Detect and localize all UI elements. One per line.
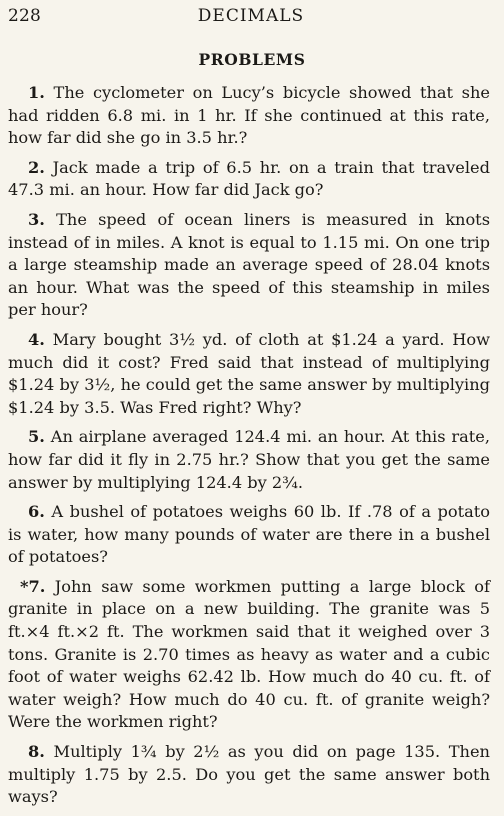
problem-text: John saw some workmen putting a large block of granite in place on a new building. The granite was 5 ft.×4 ft.×2 ft. The workmen said that it weighed over 3 tons. Granite is 2.70 times as heavy as water and a cubic foot of water weighs 62.42 lb. How much do 40 cu. ft. of water weigh? How much do 40 cu. ft. of granite weigh? Were the workmen right?	[8, 576, 490, 732]
problem-text: An airplane averaged 124.4 mi. an hour. At this rate, how far did it fly in 2.75 hr.? Show that you get the same answer by multiplying 124.4 by 2¾.	[8, 427, 490, 492]
page-header	[8, 6, 494, 28]
problem-number: 5.	[28, 427, 45, 447]
problem-number: 2.	[28, 157, 45, 177]
problem-text: A bushel of potatoes weighs 60 lb. If .78 of a potato is water, how many pounds of water are there in a bushel of potatoes?	[8, 502, 490, 567]
problem-8	[8, 741, 490, 809]
problem-number: 1.	[28, 83, 45, 102]
problem-number: 8.	[28, 742, 45, 762]
problem-number: 6.	[28, 502, 45, 522]
problem-7	[8, 576, 490, 734]
problem-text: Mary bought 3½ yd. of cloth at $1.24 a yard. How much did it cost? Fred said that instead of multiplying $1.24 by 3½, he could get the same answer by multiplying $1.24 by 3.5. Was Fred right? Why?	[8, 329, 490, 417]
problem-1	[8, 82, 490, 150]
problem-text: The cyclometer on Lucy’s bicycle showed that she had ridden 6.8 mi. in 1 hr. If she continued at this rate, how far did she go in 3.5 hr.?	[8, 83, 490, 148]
problem-number: *7.	[20, 576, 46, 596]
running-head: DECIMALS	[197, 6, 305, 26]
problem-list	[8, 82, 490, 816]
page-number: 228	[8, 6, 42, 26]
problem-text: Multiply 1¾ by 2½ as you did on page 135. Then multiply 1.75 by 2.5. Do you get the same answer both ways?	[8, 742, 490, 807]
problem-6	[8, 501, 490, 569]
problem-4	[8, 329, 490, 419]
section-title: PROBLEMS	[198, 50, 306, 69]
problem-number: 4.	[28, 329, 45, 349]
problem-text: The speed of ocean liners is measured in knots instead of in miles. A knot is equal to 1.15 mi. On one trip a large steamship made an average speed of 28.04 knots an hour. What was the speed of this steamship in miles per hour?	[8, 209, 490, 320]
problem-text: Jack made a trip of 6.5 hr. on a train that traveled 47.3 mi. an hour. How far did Jack go?	[8, 157, 490, 200]
problem-5	[8, 426, 490, 494]
problem-number: 3.	[28, 209, 45, 229]
problem-3	[8, 209, 490, 322]
problem-2	[8, 157, 490, 202]
